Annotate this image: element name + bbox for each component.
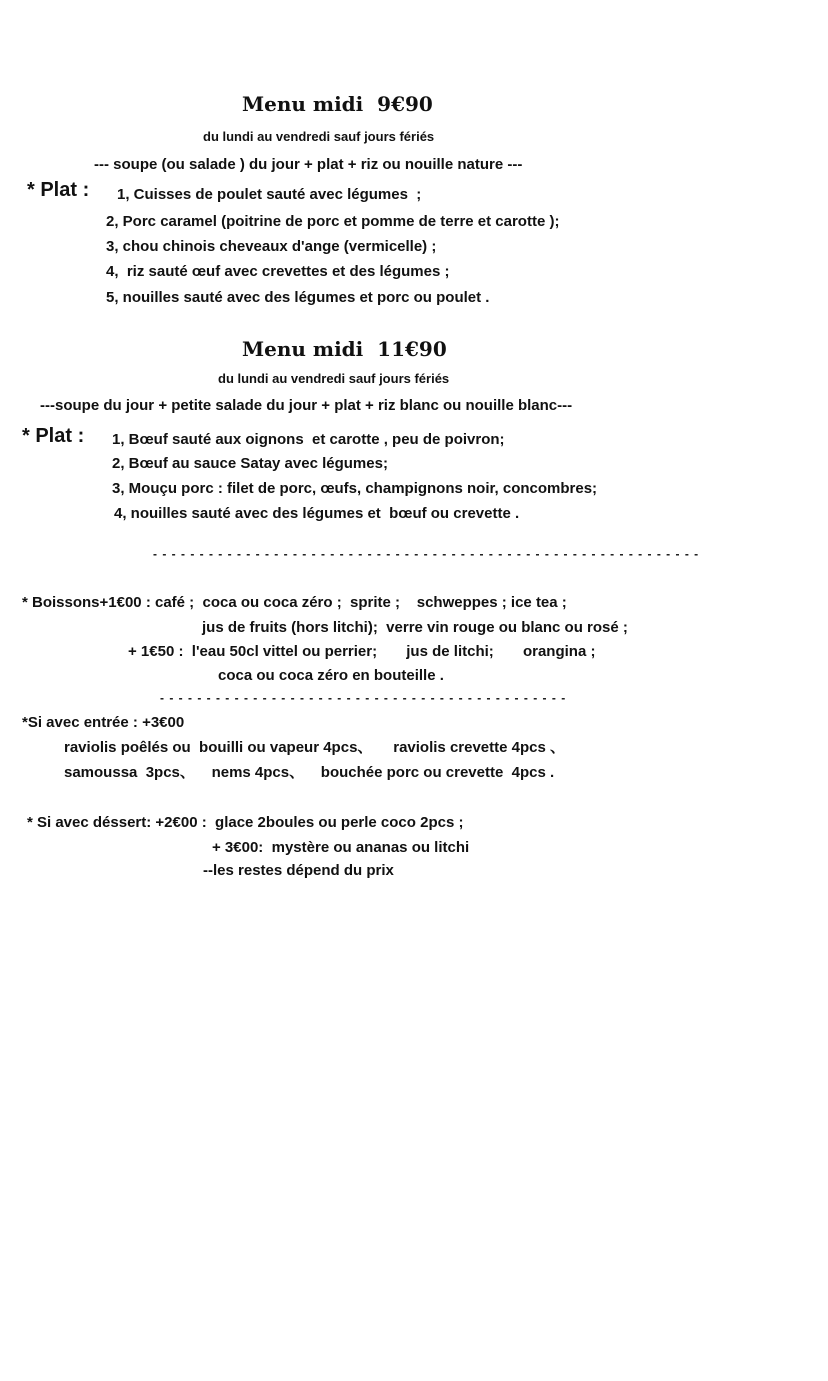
separator: - - - - - - - - - - - - - - - - - - - - - - - - - - - - - - - - - - - - - - - - - - - - - - - - - - - - - - - - - - - [153, 547, 700, 561]
plat-item: 4, riz sauté œuf avec crevettes et des légumes ; [106, 263, 450, 280]
dessert-line: + 3€00: mystère ou ananas ou litchi [212, 839, 470, 856]
plat-item: 5, nouilles sauté avec des légumes et porc ou poulet . [106, 289, 490, 306]
entree-line: *Si avec entrée : +3€00 [22, 714, 185, 731]
boissons-line: + 1€50 : l'eau 50cl vittel ou perrier; jus de litchi; orangina ; [128, 643, 596, 660]
entree-line: samoussa 3pcs、 nems 4pcs、 bouchée porc ou crevette 4pcs . [64, 764, 555, 781]
entree-line: raviolis poêlés ou bouilli ou vapeur 4pcs、 raviolis crevette 4pcs 、 [64, 739, 566, 756]
boissons-line: * Boissons+1€00 : café ; coca ou coca zéro ; sprite ; schweppes ; ice tea ; [22, 594, 567, 611]
plat-item: 4, nouilles sauté avec des légumes et bœuf ou crevette . [114, 505, 520, 522]
plat-label: * Plat : [22, 425, 85, 447]
dessert-line: * Si avec déssert: +2€00 : glace 2boules ou perle coco 2pcs ; [27, 814, 464, 831]
plat-item: 1, Cuisses de poulet sauté avec légumes ; [117, 186, 422, 203]
plat-item: 3, chou chinois cheveaux d'ange (vermicelle) ; [106, 238, 437, 255]
dessert-line: --les restes dépend du prix [203, 862, 394, 879]
menu-title: Menu midi 9€90 [242, 92, 433, 116]
plat-label: * Plat : [27, 179, 90, 201]
menu-subtitle: du lundi au vendredi sauf jours fériés [218, 371, 450, 386]
plat-item: 2, Bœuf au sauce Satay avec légumes; [112, 455, 388, 472]
menu-subtitle: du lundi au vendredi sauf jours fériés [203, 129, 435, 144]
separator: - - - - - - - - - - - - - - - - - - - - - - - - - - - - - - - - - - - - - - - - - - - - [160, 691, 567, 705]
boissons-line: jus de fruits (hors litchi); verre vin rouge ou blanc ou rosé ; [202, 619, 628, 636]
plat-item: 1, Bœuf sauté aux oignons et carotte , peu de poivron; [112, 431, 505, 448]
plat-item: 2, Porc caramel (poitrine de porc et pomme de terre et carotte ); [106, 213, 560, 230]
plat-item: 3, Mouçu porc : filet de porc, œufs, champignons noir, concombres; [112, 480, 598, 497]
boissons-line: coca ou coca zéro en bouteille . [218, 667, 444, 684]
menu-formula: ---soupe du jour + petite salade du jour + plat + riz blanc ou nouille blanc--- [40, 397, 573, 414]
menu-formula: --- soupe (ou salade ) du jour + plat + riz ou nouille nature --- [94, 156, 523, 173]
menu-title: Menu midi 11€90 [242, 337, 447, 361]
